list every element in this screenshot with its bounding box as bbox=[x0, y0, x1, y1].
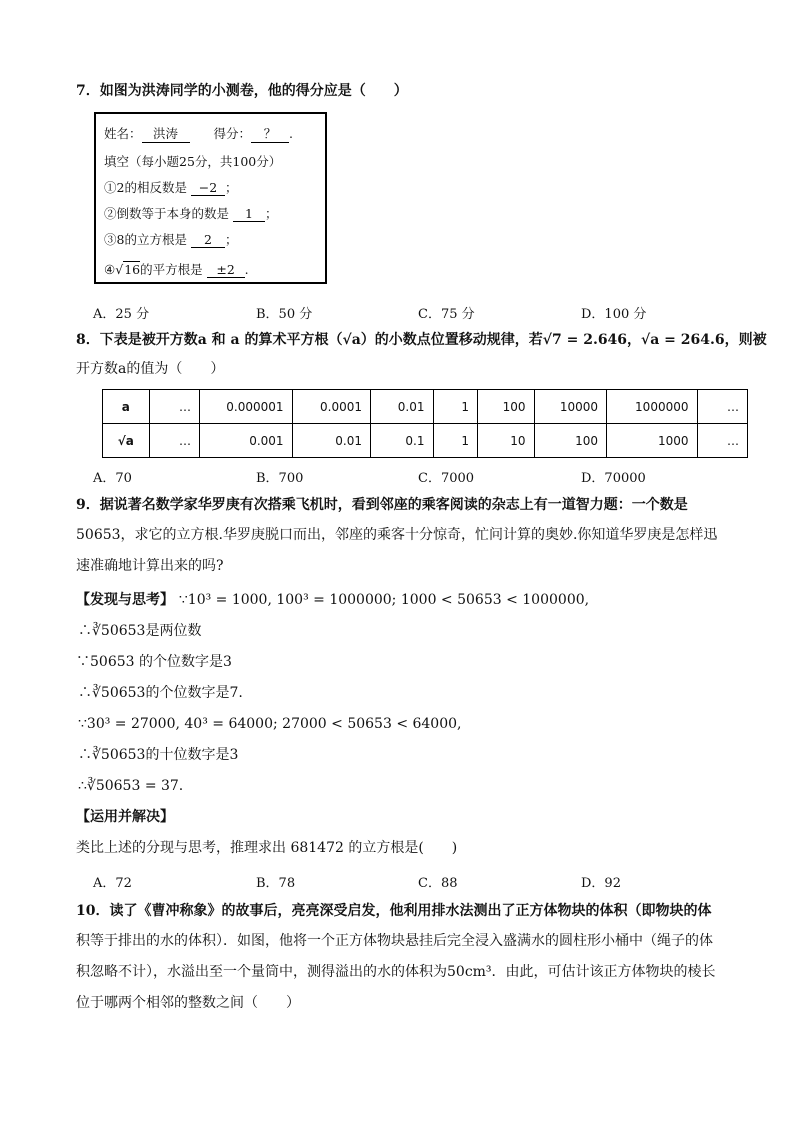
quiz-item-3: ③8的立方根是 2 ； bbox=[104, 232, 238, 247]
table-cell: 100 bbox=[534, 424, 607, 458]
quiz-instructions: 填空（每小题25分，共100分） bbox=[104, 154, 282, 169]
table-cell: 0.01 bbox=[371, 390, 433, 424]
table-cell: … bbox=[149, 390, 199, 424]
score-label: 得分： bbox=[213, 126, 251, 141]
q8-option-a[interactable]: A．70 bbox=[93, 471, 132, 486]
item4-prefix: ④ bbox=[104, 262, 116, 277]
q7-option-a[interactable]: A．25 分 bbox=[93, 307, 150, 322]
apply-text: 类比上述的分现与思考，推理求出 681472 的立方根是( ) bbox=[76, 840, 458, 856]
q9-option-a[interactable]: A．72 bbox=[93, 876, 132, 891]
table-cell: √a bbox=[103, 424, 150, 458]
q9-option-b[interactable]: B．78 bbox=[256, 876, 296, 891]
table-cell: 1000 bbox=[607, 424, 697, 458]
q7-stem: 7．如图为洪涛同学的小测卷，他的得分应是（ ） bbox=[76, 83, 408, 99]
table-cell: 1000000 bbox=[607, 390, 697, 424]
step3: ∵50653 的个位数字是3 bbox=[76, 654, 232, 670]
name-value: 洪涛 bbox=[142, 124, 190, 143]
step4: ∴∛50653的个位数字是7. bbox=[78, 685, 243, 701]
table-cell: 10000 bbox=[534, 390, 607, 424]
table-cell: 0.0001 bbox=[292, 390, 370, 424]
step6: ∴∛50653的十位数字是3 bbox=[78, 747, 239, 763]
table-cell: 0.1 bbox=[371, 424, 433, 458]
q8-option-b[interactable]: B．700 bbox=[256, 471, 304, 486]
table-cell: 1 bbox=[433, 424, 477, 458]
q9-stem-line3: 速准确地计算出来的吗? bbox=[76, 558, 224, 574]
q7-option-c[interactable]: C．75 分 bbox=[418, 307, 475, 322]
item1-answer: −2 bbox=[191, 180, 225, 196]
item4-text: 的平方根是 bbox=[140, 262, 203, 277]
table-cell: a bbox=[103, 390, 150, 424]
item4-answer: ±2 bbox=[207, 262, 245, 278]
q8-option-d[interactable]: D．70000 bbox=[581, 471, 646, 486]
table-cell: 100 bbox=[477, 390, 534, 424]
table-row-a bbox=[103, 390, 748, 424]
q10-line1: 10．读了《曹冲称象》的故事后，亮亮深受启发，他利用排水法测出了正方体物块的体积（即物块的体 bbox=[76, 903, 712, 919]
apply-title: 【运用并解决】 bbox=[76, 809, 174, 825]
q10-line3: 积忽略不计），水溢出至一个量筒中，测得溢出的水的体积为50cm³．由此，可估计该正方体物块的棱长 bbox=[76, 964, 716, 980]
q7-option-d[interactable]: D．100 分 bbox=[581, 307, 647, 322]
step5: ∵30³ = 27000, 40³ = 64000; 27000 < 50653 < 64000, bbox=[78, 716, 462, 732]
quiz-card bbox=[94, 112, 327, 284]
step1: ∵10³ = 1000, 100³ = 1000000; 1000 < 50653 < 1000000, bbox=[178, 592, 590, 608]
quiz-name-line: 姓名： 洪涛 得分： ？ . bbox=[104, 126, 293, 141]
q9-stem-line1: 9．据说著名数学家华罗庚有次搭乘飞机时，看到邻座的乘客阅读的杂志上有一道智力题：一个数是 bbox=[76, 497, 688, 513]
item2-text: ②倒数等于本身的数是 bbox=[104, 206, 230, 221]
table-cell: 0.01 bbox=[292, 424, 370, 458]
item3-text: ③8的立方根是 bbox=[104, 232, 187, 247]
quiz-item-4: ④√16的平方根是 ±2 . bbox=[104, 262, 249, 277]
quiz-item-2: ②倒数等于本身的数是 1 ； bbox=[104, 206, 278, 221]
q9-stem-line2: 50653，求它的立方根.华罗庚脱口而出，邻座的乘客十分惊奇，忙问计算的奥妙.你知道华罗庚是怎样迅 bbox=[76, 527, 718, 543]
table-cell: … bbox=[149, 424, 199, 458]
q8-option-c[interactable]: C．7000 bbox=[418, 471, 475, 486]
item1-text: ①2的相反数是 bbox=[104, 180, 187, 195]
q9-option-d[interactable]: D．92 bbox=[581, 876, 621, 891]
score-value: ？ bbox=[251, 124, 289, 143]
q8-stem-line2: 开方数a的值为（ ） bbox=[76, 361, 225, 377]
quiz-item-1: ①2的相反数是 −2 ； bbox=[104, 180, 238, 195]
item2-answer: 1 bbox=[233, 206, 265, 222]
sqrt-table bbox=[102, 389, 748, 458]
table-cell: 1 bbox=[433, 390, 477, 424]
discover-title bbox=[76, 593, 589, 607]
step2: ∴∛50653是两位数 bbox=[78, 623, 202, 639]
q9-option-c[interactable]: C．88 bbox=[418, 876, 458, 891]
q10-line2: 积等于排出的水的体积）．如图，他将一个正方体物块悬挂后完全浸入盛满水的圆柱形小桶中（绳子的体 bbox=[76, 933, 713, 949]
table-row-sqrt bbox=[103, 424, 748, 458]
table-cell: 0.000001 bbox=[200, 390, 293, 424]
table-cell: … bbox=[697, 390, 748, 424]
table-cell: 0.001 bbox=[200, 424, 293, 458]
item3-answer: 2 bbox=[191, 232, 225, 248]
q7-option-b[interactable]: B．50 分 bbox=[256, 307, 313, 322]
table-cell: 10 bbox=[477, 424, 534, 458]
table-cell: … bbox=[697, 424, 748, 458]
item4-radicand: 16 bbox=[124, 262, 141, 277]
name-label: 姓名： bbox=[104, 126, 142, 141]
discover-title-text: 【发现与思考】 bbox=[76, 592, 174, 608]
q10-line4: 位于哪两个相邻的整数之间（ ） bbox=[76, 995, 300, 1011]
q8-stem-line1: 8．下表是被开方数a 和 a 的算术平方根（√a）的小数点位置移动规律，若√7 = 2.646，√a = 264.6，则被 bbox=[76, 332, 767, 348]
step7: ∴∛50653 = 37. bbox=[78, 778, 184, 794]
